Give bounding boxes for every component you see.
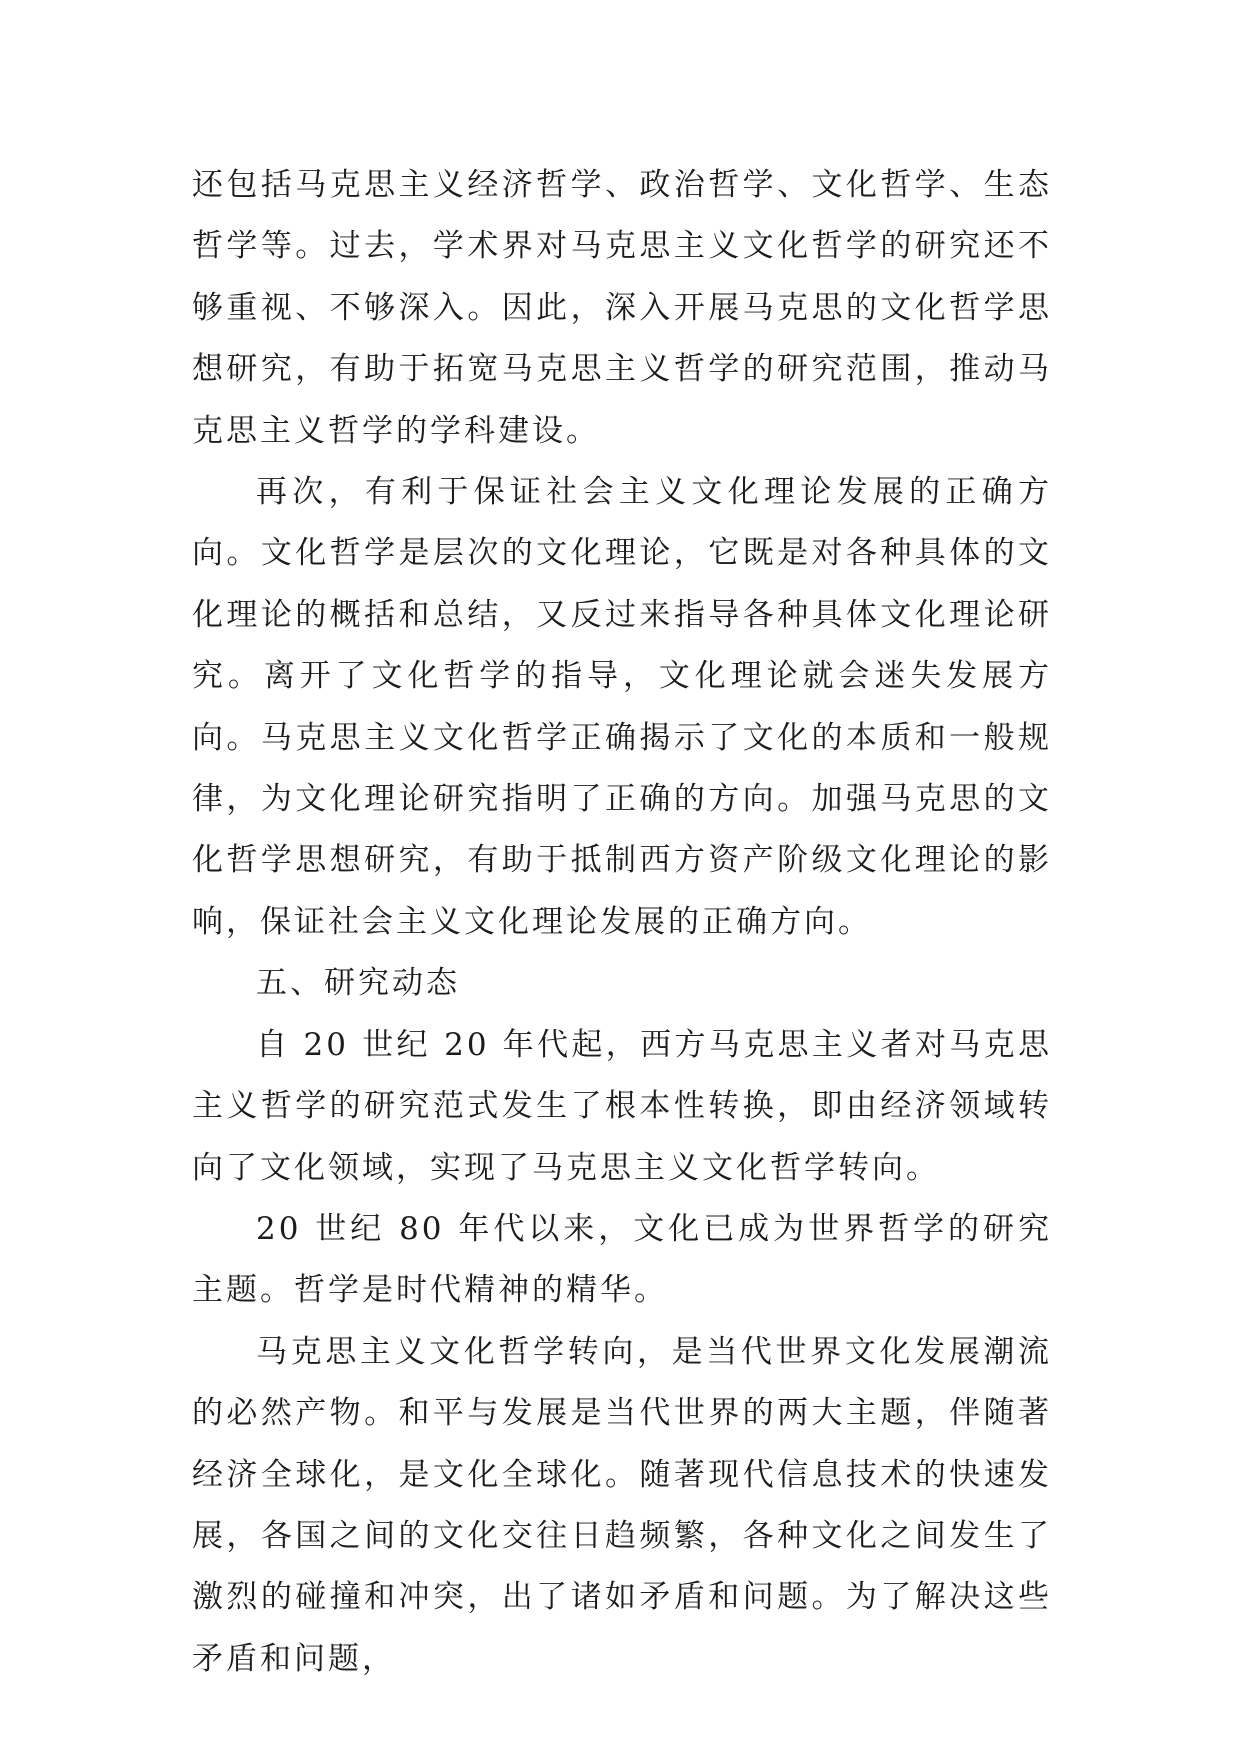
paragraph-5: 马克思主义文化哲学转向，是当代世界文化发展潮流的必然产物。和平与发展是当代世界的两大主题，伴随著经济全球化，是文化全球化。随著现代信息技术的快速发展，各国之间的文化交往日趋频繁，各种文化之间发生了激烈的碰撞和冲突，出了诸如矛盾和问题。为了解决这些矛盾和问题， (192, 1333, 1052, 1677)
paragraph-3: 自 20 世纪 20 年代起，西方马克思主义者对马克思主义哲学的研究范式发生了根本性转换，即由经济领域转向了文化领域，实现了马克思主义文化哲学转向。 (192, 1026, 1052, 1186)
paragraph-4: 20 世纪 80 年代以来，文化已成为世界哲学的研究主题。哲学是时代精神的精华。 (192, 1210, 1052, 1309)
section-heading: 五、研究动态 (256, 965, 460, 1002)
paragraph-2: 再次，有利于保证社会主义文化理论发展的正确方向。文化哲学是层次的文化理论，它既是对各种具体的文化理论的概括和总结，又反过来指导各种具体文化理论研究。离开了文化哲学的指导，文化理论就会迷失发展方向。马克思主义文化哲学正确揭示了文化的本质和一般规律，为文化理论研究指明了正确的方向。加强马克思的文化哲学思想研究，有助于抵制西方资产阶级文化理论的影响，保证社会主义文化理论发展的正确方向。 (192, 474, 1052, 940)
paragraph-1: 还包括马克思主义经济哲学、政治哲学、文化哲学、生态哲学等。过去，学术界对马克思主义文化哲学的研究还不够重视、不够深入。因此，深入开展马克思的文化哲学思想研究，有助于拓宽马克思主义哲学的研究范围，推动马克思主义哲学的学科建设。 (192, 167, 1052, 449)
document-page (192, 155, 1052, 1690)
